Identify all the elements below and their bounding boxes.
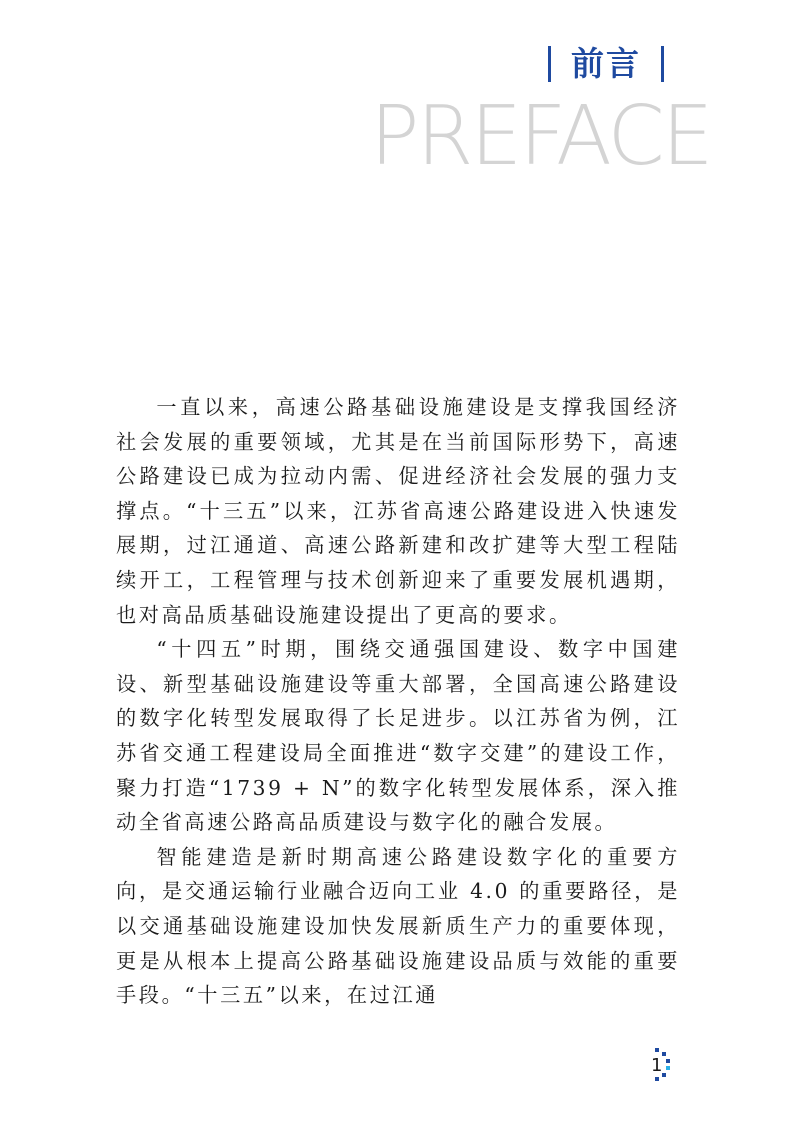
page-subtitle: PREFACE xyxy=(370,89,711,184)
page-number: 1 xyxy=(651,1055,663,1076)
paragraph-2: “十四五”时期，围绕交通强国建设、数字中国建设、新型基础设施建设等重大部署，全国高速公路建设的数字化转型发展取得了长足进步。以江苏省为例，江苏省交通工程建设局全面推进“数字交建”的建设工作，聚力打造“1739 + N”的数字化转型发展体系，深入推动全省高速公路高品质建设与数字化的融合发展。 xyxy=(116,637,680,835)
body-text xyxy=(116,390,680,1013)
paragraph-3: 智能建造是新时期高速公路建设数字化的重要方向，是交通运输行业融合迈向工业 4.0 的重要路径，是以交通基础设施建设加快发展新质生产力的重要体现，更是从根本上提高公路基础设施建设品质与效能的重要手段。“十三五”以来，在过江通 xyxy=(116,844,680,1008)
page-title: 前言 xyxy=(571,44,641,83)
chapter-title xyxy=(548,44,664,84)
title-right-bar xyxy=(661,46,664,82)
paragraph-1: 一直以来，高速公路基础设施建设是支撑我国经济社会发展的重要领域，尤其是在当前国际形势下，高速公路建设已成为拉动内需、促进经济社会发展的强力支撑点。“十三五”以来，江苏省高速公路建设进入快速发展期，过江通道、高速公路新建和改扩建等大型工程陆续开工，工程管理与技术创新迎来了重要发展机遇期，也对高品质基础设施建设提出了更高的要求。 xyxy=(116,395,680,627)
page-number-block xyxy=(641,1046,681,1086)
